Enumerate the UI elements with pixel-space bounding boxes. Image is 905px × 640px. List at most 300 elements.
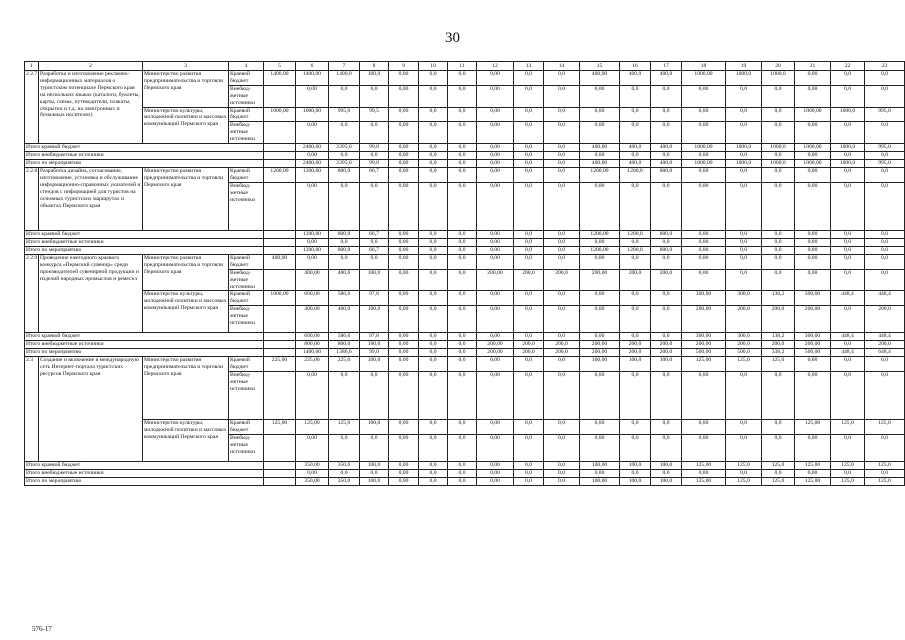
total-value-cell: 0,0 <box>865 230 905 238</box>
total-value-cell: 0,0 <box>360 238 389 246</box>
value-cell: 0,00 <box>296 122 329 144</box>
total-value-cell: 0,0 <box>448 152 477 160</box>
value-cell: 0,0 <box>419 372 448 420</box>
value-cell: 225,0 <box>329 357 360 372</box>
value-cell: 0,0 <box>620 254 651 269</box>
value-cell: 1200,00 <box>580 168 620 183</box>
value-cell: 0,0 <box>651 291 682 306</box>
value-cell: 0,0 <box>831 182 865 230</box>
total-value-cell: 995,0 <box>865 144 905 152</box>
value-cell: 0,0 <box>620 306 651 333</box>
value-cell: 0,00 <box>389 71 419 86</box>
value-cell: 200,0 <box>544 269 580 291</box>
value-cell: 1000,0 <box>726 71 762 86</box>
total-value-cell: 0,0 <box>762 238 795 246</box>
value-cell: 0,0 <box>514 107 544 122</box>
value-cell: 0,0 <box>514 306 544 333</box>
value-cell: 0,0 <box>726 434 762 461</box>
page-number: 30 <box>445 30 460 46</box>
responsible-ministry: Министерство культуры, молодежной политики и массовых коммуникаций Пермского края <box>143 420 229 462</box>
total-value-cell: 125,00 <box>682 477 726 485</box>
value-cell: 1000,00 <box>682 71 726 86</box>
value-cell: 100,0 <box>360 306 389 333</box>
column-number: 1 <box>25 62 39 71</box>
value-cell: 300,00 <box>682 291 726 306</box>
measure-code: 2.2.8 <box>25 168 39 231</box>
total-value-cell: 0,00 <box>477 230 514 238</box>
value-cell: 0,00 <box>580 420 620 435</box>
total-value-cell: 200,00 <box>477 349 514 357</box>
value-cell: 0,0 <box>865 85 905 107</box>
total-value-cell: 0,0 <box>865 469 905 477</box>
total-value-cell: 0,00 <box>296 238 329 246</box>
value-cell: 0,0 <box>865 182 905 230</box>
value-cell: 0,0 <box>544 168 580 183</box>
total-value-cell: 0,00 <box>389 238 419 246</box>
total-value-cell: 0,0 <box>448 333 477 341</box>
value-cell: 0,0 <box>360 372 389 420</box>
total-value-cell: 0,00 <box>389 461 419 469</box>
total-value-cell: 1200,0 <box>620 246 651 254</box>
value-cell: 0,0 <box>762 420 795 435</box>
total-value-cell: 0,0 <box>544 333 580 341</box>
total-value-cell: 0,0 <box>419 477 448 485</box>
total-value-cell: 0,0 <box>514 461 544 469</box>
value-cell: 0,00 <box>795 269 831 291</box>
value-cell: 200,0 <box>726 306 762 333</box>
value-cell: 0,0 <box>762 182 795 230</box>
value-cell: 0,0 <box>360 434 389 461</box>
responsible-ministry: Министерство развития предпринимательства и торговли Пермского края <box>143 357 229 420</box>
value-cell: 0,0 <box>865 122 905 144</box>
value-cell: 800,0 <box>329 168 360 183</box>
value-cell: 0,00 <box>389 254 419 269</box>
responsible-ministry: Министерство культуры, молодежной политики и массовых коммуникаций Пермского края <box>143 291 229 333</box>
funding-source: Внебюд-жетные источники <box>229 122 264 144</box>
total-value-cell: 66,7 <box>360 230 389 238</box>
total-value-cell: 0,0 <box>448 238 477 246</box>
total-value-cell: 200,00 <box>580 341 620 349</box>
total-value-cell: 0,00 <box>389 341 419 349</box>
value-cell: 0,00 <box>580 291 620 306</box>
value-cell <box>264 122 296 144</box>
total-value-cell: 2400,00 <box>296 144 329 152</box>
value-cell: 0,00 <box>477 168 514 183</box>
value-cell: 1400,0 <box>329 71 360 86</box>
total-value-cell: 100,0 <box>360 477 389 485</box>
value-cell: 0,0 <box>419 434 448 461</box>
value-cell: 0,0 <box>726 269 762 291</box>
total-value-cell <box>264 160 296 168</box>
value-cell: 0,0 <box>544 291 580 306</box>
total-value-cell: 0,0 <box>514 238 544 246</box>
total-value-cell: 0,0 <box>448 341 477 349</box>
value-cell: 200,0 <box>514 269 544 291</box>
total-value-cell: 1000,0 <box>726 144 762 152</box>
total-label: Итого краевой бюджет <box>25 144 264 152</box>
column-number: 14 <box>544 62 580 71</box>
total-value-cell: 200,00 <box>477 341 514 349</box>
total-value-cell: 500,00 <box>795 349 831 357</box>
total-value-cell: 0,0 <box>831 246 865 254</box>
value-cell: 0,00 <box>795 254 831 269</box>
value-cell: 0,0 <box>651 306 682 333</box>
total-value-cell: 1000,00 <box>795 144 831 152</box>
value-cell: 0,0 <box>651 85 682 107</box>
total-value-cell: 1200,00 <box>580 230 620 238</box>
total-value-cell: 100,00 <box>580 477 620 485</box>
total-value-cell: 0,0 <box>514 246 544 254</box>
column-number: 8 <box>360 62 389 71</box>
value-cell: 200,0 <box>620 269 651 291</box>
value-cell: 0,00 <box>682 420 726 435</box>
value-cell: 0,00 <box>477 434 514 461</box>
total-value-cell: 0,00 <box>296 152 329 160</box>
value-cell: 0,00 <box>795 434 831 461</box>
value-cell: 97,8 <box>360 291 389 306</box>
total-value-cell: 100,0 <box>620 477 651 485</box>
funding-source: Внебюд-жетные источники <box>229 85 264 107</box>
value-cell: 0,00 <box>477 357 514 372</box>
total-value-cell: 0,00 <box>682 152 726 160</box>
value-cell: 0,00 <box>795 357 831 372</box>
total-value-cell: 1400,00 <box>296 349 329 357</box>
total-value-cell: 0,0 <box>620 333 651 341</box>
value-cell: 0,0 <box>448 168 477 183</box>
total-value-cell: 100,0 <box>360 461 389 469</box>
value-cell: 0,00 <box>682 434 726 461</box>
value-cell: 448,4 <box>831 291 865 306</box>
total-value-cell: 200,0 <box>651 349 682 357</box>
total-value-cell: 200,0 <box>544 349 580 357</box>
total-value-cell: 0,0 <box>831 341 865 349</box>
value-cell: 138,2 <box>762 291 795 306</box>
total-value-cell <box>264 477 296 485</box>
total-label: Итого краевой бюджет <box>25 230 264 238</box>
value-cell: 1200,00 <box>296 168 329 183</box>
total-value-cell: 448,4 <box>831 333 865 341</box>
total-value-cell: 0,00 <box>580 238 620 246</box>
total-value-cell: 0,0 <box>514 477 544 485</box>
value-cell: 0,00 <box>682 168 726 183</box>
total-value-cell: 0,0 <box>831 230 865 238</box>
value-cell: 400,00 <box>296 269 329 291</box>
table-row <box>25 254 905 269</box>
value-cell: 100,00 <box>580 357 620 372</box>
value-cell: 0,0 <box>544 254 580 269</box>
total-value-cell: 0,0 <box>544 160 580 168</box>
value-cell: 0,00 <box>389 420 419 435</box>
value-cell: 0,00 <box>296 85 329 107</box>
total-value-cell: 448,4 <box>865 333 905 341</box>
total-value-cell: 0,0 <box>762 230 795 238</box>
value-cell: 0,0 <box>544 306 580 333</box>
value-cell: 400,0 <box>329 269 360 291</box>
measure-name: Разработка дизайна, согласование, изготовление, установка и обслуживание информационно-справочных указателей и стендов с информацией для туристов на основных туристских маршрутах и объектах Пермского края <box>39 168 143 231</box>
value-cell: 0,0 <box>544 71 580 86</box>
footer-code: 576-17 <box>32 625 52 633</box>
total-value-cell: 400,0 <box>651 160 682 168</box>
value-cell: 0,00 <box>477 372 514 420</box>
value-cell <box>264 182 296 230</box>
value-cell: 0,0 <box>419 168 448 183</box>
total-value-cell: 0,0 <box>762 152 795 160</box>
value-cell: 100,0 <box>360 71 389 86</box>
value-cell: 0,0 <box>448 372 477 420</box>
value-cell: 0,00 <box>477 254 514 269</box>
total-value-cell: 400,0 <box>620 144 651 152</box>
total-value-cell: 0,0 <box>651 238 682 246</box>
total-value-cell: 125,0 <box>831 477 865 485</box>
total-value-cell: 0,00 <box>795 230 831 238</box>
value-cell: 0,00 <box>580 372 620 420</box>
total-value-cell: 125,0 <box>762 461 795 469</box>
value-cell: 225,00 <box>264 357 296 372</box>
total-value-cell: 0,00 <box>795 246 831 254</box>
value-cell: 0,0 <box>419 71 448 86</box>
value-cell: 0,0 <box>865 71 905 86</box>
total-value-cell: 0,0 <box>448 349 477 357</box>
total-value-cell: 0,0 <box>448 469 477 477</box>
total-value-cell: 2400,00 <box>296 160 329 168</box>
total-value-cell: 0,0 <box>329 238 360 246</box>
value-cell: 200,0 <box>865 306 905 333</box>
total-value-cell: 0,0 <box>544 238 580 246</box>
value-cell: 0,0 <box>762 269 795 291</box>
total-value-cell: 0,0 <box>544 477 580 485</box>
value-cell: 0,00 <box>389 107 419 122</box>
value-cell: 125,0 <box>762 357 795 372</box>
total-label: Итого внебюджетные источники <box>25 341 264 349</box>
total-value-cell: 800,0 <box>329 246 360 254</box>
total-value-cell: 125,0 <box>865 461 905 469</box>
total-row <box>25 461 905 469</box>
total-value-cell: 1386,6 <box>329 349 360 357</box>
total-label: Итого по мероприятию <box>25 246 264 254</box>
value-cell: 0,0 <box>514 357 544 372</box>
value-cell: 0,0 <box>865 254 905 269</box>
value-cell <box>264 434 296 461</box>
value-cell: 0,0 <box>544 434 580 461</box>
value-cell: 0,0 <box>329 182 360 230</box>
value-cell: 0,0 <box>544 357 580 372</box>
responsible-ministry: Министерство культуры, молодежной политики и массовых коммуникаций Пермского края <box>143 107 229 144</box>
value-cell: 0,0 <box>762 122 795 144</box>
total-value-cell: 0,00 <box>477 333 514 341</box>
value-cell: 448,4 <box>865 291 905 306</box>
value-cell: 200,00 <box>795 306 831 333</box>
total-value-cell: 0,0 <box>419 341 448 349</box>
total-label: Итого внебюджетные источники <box>25 152 264 160</box>
total-value-cell: 800,0 <box>329 230 360 238</box>
total-value-cell: 648,4 <box>865 349 905 357</box>
funding-source: Внебюд-жетные источники <box>229 306 264 333</box>
value-cell: 0,0 <box>419 122 448 144</box>
value-cell: 400,00 <box>264 254 296 269</box>
total-label: Итого по мероприятию <box>25 160 264 168</box>
total-value-cell: 0,00 <box>389 349 419 357</box>
total-value-cell: 1200,0 <box>620 230 651 238</box>
total-value-cell: 0,00 <box>477 246 514 254</box>
total-value-cell: 995,0 <box>865 160 905 168</box>
value-cell: 0,0 <box>329 434 360 461</box>
total-value-cell: 0,00 <box>682 238 726 246</box>
value-cell: 0,0 <box>514 291 544 306</box>
funding-source: Краевой бюджет <box>229 254 264 269</box>
value-cell: 0,0 <box>544 182 580 230</box>
total-value-cell: 1000,0 <box>726 160 762 168</box>
value-cell: 0,00 <box>477 420 514 435</box>
total-value-cell: 125,0 <box>726 461 762 469</box>
column-number: 11 <box>448 62 477 71</box>
column-number: 17 <box>651 62 682 71</box>
total-value-cell: 0,00 <box>477 144 514 152</box>
total-value-cell: 0,00 <box>389 469 419 477</box>
value-cell: 0,00 <box>580 107 620 122</box>
total-value-cell: 0,0 <box>448 477 477 485</box>
funding-source: Внебюд-жетные источники <box>229 182 264 230</box>
total-value-cell: 0,00 <box>580 469 620 477</box>
column-number: 3 <box>143 62 229 71</box>
budget-table <box>24 61 905 486</box>
total-value-cell: 300,00 <box>682 333 726 341</box>
value-cell: 600,00 <box>296 291 329 306</box>
value-cell: 0,0 <box>726 168 762 183</box>
value-cell: 0,00 <box>389 434 419 461</box>
value-cell: 0,0 <box>651 122 682 144</box>
total-value-cell: 0,0 <box>831 238 865 246</box>
total-value-cell: 0,0 <box>448 160 477 168</box>
total-value-cell: 0,0 <box>514 160 544 168</box>
value-cell: 0,0 <box>514 122 544 144</box>
total-value-cell: 0,0 <box>651 152 682 160</box>
total-value-cell: 0,0 <box>419 160 448 168</box>
value-cell: 200,00 <box>682 306 726 333</box>
funding-source: Краевой бюджет <box>229 107 264 122</box>
value-cell: 0,0 <box>514 420 544 435</box>
value-cell: 0,00 <box>389 269 419 291</box>
value-cell: 0,0 <box>831 122 865 144</box>
value-cell: 0,0 <box>651 107 682 122</box>
total-value-cell <box>264 469 296 477</box>
responsible-ministry: Министерство развития предпринимательства и торговли Пермского края <box>143 168 229 231</box>
value-cell: 200,00 <box>477 269 514 291</box>
measure-code: 2.2.9 <box>25 254 39 332</box>
total-value-cell: 0,00 <box>477 461 514 469</box>
value-cell: 0,0 <box>448 306 477 333</box>
value-cell: 0,0 <box>831 372 865 420</box>
value-cell: 0,00 <box>296 182 329 230</box>
total-value-cell: 0,0 <box>419 230 448 238</box>
total-value-cell: 0,0 <box>514 469 544 477</box>
total-value-cell: 0,0 <box>762 469 795 477</box>
total-value-cell: 0,00 <box>477 469 514 477</box>
value-cell: 0,0 <box>865 434 905 461</box>
value-cell: 0,00 <box>795 122 831 144</box>
value-cell: 100,0 <box>620 357 651 372</box>
value-cell: 0,0 <box>514 168 544 183</box>
value-cell: 0,0 <box>620 291 651 306</box>
column-number: 21 <box>795 62 831 71</box>
column-number: 23 <box>865 62 905 71</box>
funding-source: Краевой бюджет <box>229 168 264 183</box>
value-cell: 0,0 <box>726 372 762 420</box>
value-cell: 0,00 <box>389 291 419 306</box>
value-cell: 100,0 <box>360 269 389 291</box>
value-cell: 0,0 <box>651 420 682 435</box>
total-value-cell: 0,0 <box>726 152 762 160</box>
value-cell: 0,00 <box>795 85 831 107</box>
table-row <box>25 291 905 306</box>
total-value-cell: 200,0 <box>762 341 795 349</box>
value-cell: 0,00 <box>580 306 620 333</box>
column-number: 15 <box>580 62 620 71</box>
total-value-cell: 0,00 <box>477 160 514 168</box>
total-value-cell: 99,0 <box>360 349 389 357</box>
value-cell: 0,00 <box>580 122 620 144</box>
total-value-cell: 0,0 <box>419 333 448 341</box>
value-cell: 0,0 <box>831 85 865 107</box>
total-value-cell: 0,0 <box>448 246 477 254</box>
value-cell: 0,0 <box>329 372 360 420</box>
table-row <box>25 71 905 86</box>
column-number: 12 <box>477 62 514 71</box>
total-value-cell: 0,00 <box>682 230 726 238</box>
total-value-cell: 0,00 <box>580 152 620 160</box>
total-value-cell: 100,0 <box>360 341 389 349</box>
total-value-cell: 0,00 <box>296 469 329 477</box>
value-cell: 0,0 <box>726 107 762 122</box>
total-value-cell: 338,2 <box>762 349 795 357</box>
column-number: 4 <box>229 62 264 71</box>
value-cell: 99,5 <box>360 107 389 122</box>
value-cell: 0,0 <box>726 122 762 144</box>
value-cell: 0,0 <box>448 122 477 144</box>
funding-source: Внебюд-жетные источники <box>229 434 264 461</box>
value-cell: 0,0 <box>329 85 360 107</box>
value-cell: 800,0 <box>651 168 682 183</box>
total-value-cell: 0,0 <box>419 461 448 469</box>
total-value-cell: 448,4 <box>831 349 865 357</box>
value-cell: 0,00 <box>389 168 419 183</box>
total-value-cell: 200,0 <box>544 341 580 349</box>
total-value-cell: 400,00 <box>580 144 620 152</box>
value-cell: 995,0 <box>865 107 905 122</box>
total-value-cell: 0,00 <box>477 152 514 160</box>
value-cell: 100,0 <box>651 357 682 372</box>
value-cell: 0,0 <box>448 357 477 372</box>
value-cell: 0,0 <box>544 420 580 435</box>
column-number: 9 <box>389 62 419 71</box>
value-cell: 0,00 <box>477 182 514 230</box>
value-cell: 0,0 <box>419 420 448 435</box>
total-value-cell: 1200,00 <box>296 246 329 254</box>
funding-source: Краевой бюджет <box>229 357 264 372</box>
total-value-cell: 100,0 <box>651 477 682 485</box>
total-value-cell: 0,0 <box>544 461 580 469</box>
total-row <box>25 349 905 357</box>
value-cell: 125,00 <box>296 420 329 435</box>
value-cell: 300,00 <box>795 291 831 306</box>
table-row <box>25 357 905 372</box>
responsible-ministry: Министерство развития предпринимательства и торговли Пермского края <box>143 254 229 291</box>
column-number: 2 <box>39 62 143 71</box>
value-cell: 0,0 <box>544 107 580 122</box>
total-row <box>25 246 905 254</box>
total-value-cell: 0,0 <box>651 333 682 341</box>
value-cell: 125,0 <box>329 420 360 435</box>
total-row <box>25 160 905 168</box>
